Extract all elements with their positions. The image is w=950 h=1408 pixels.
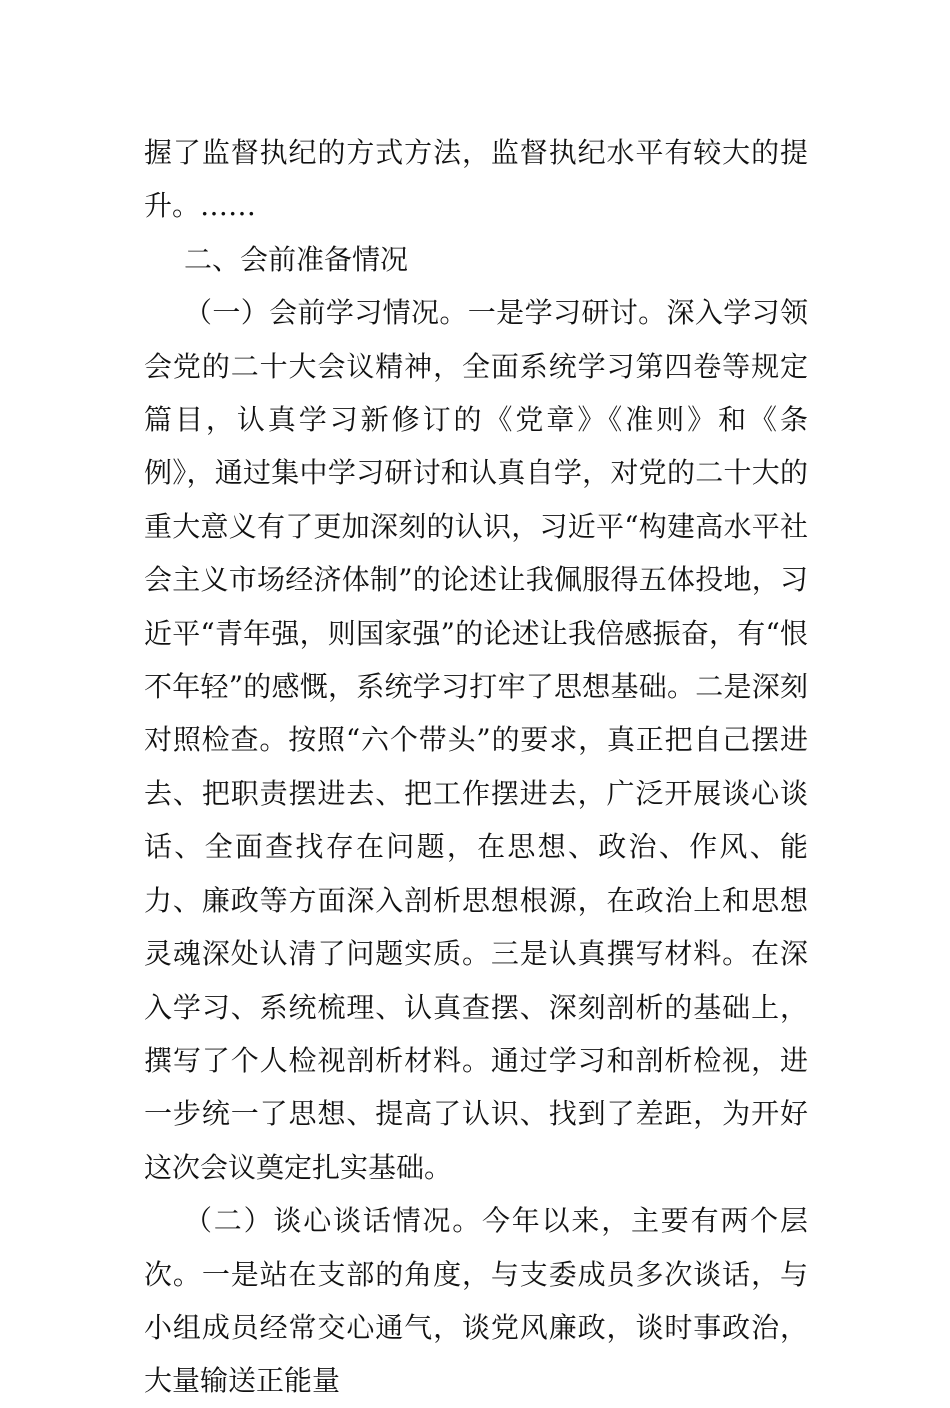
document-body — [144, 126, 808, 1408]
paragraph-continuation: 握了监督执纪的方式方法，监督执纪水平有较大的提升。…… — [144, 136, 808, 223]
section-heading: 二、会前准备情况 — [184, 242, 409, 276]
paragraph-talks: （二）谈心谈话情况。今年以来，主要有两个层次。一是站在支部的角度，与支委成员多次谈话，与小组成员经常交心通气，谈党风廉政，谈时事政治，大量输送正能量 — [144, 1204, 808, 1398]
paragraph-study: （一）会前学习情况。一是学习研讨。深入学习领会党的二十大会议精神，全面系统学习第四卷等规定篇目，认真学习新修订的《党章》《准则》和《条例》，通过集中学习研讨和认真自学，对党的二十大的重大意义有了更加深刻的认识，习近平“构建高水平社会主义市场经济体制”的论述让我佩服得五体投地，习近平“青年强，则国家强”的论述让我倍感振奋，有“恨不年轻”的感慨，系统学习打牢了思想基础。二是深刻对照检查。按照“六个带头”的要求，真正把自己摆进去、把职责摆进去、把工作摆进去，广泛开展谈心谈话、全面查找存在问题，在思想、政治、作风、能力、廉政等方面深入剖析思想根源，在政治上和思想灵魂深处认清了问题实质。三是认真撰写材料。在深入学习、系统梳理、认真查摆、深刻剖析的基础上，撰写了个人检视剖析材料。通过学习和剖析检视，进一步统一了思想、提高了认识、找到了差距，为开好这次会议奠定扎实基础。 — [144, 296, 808, 1184]
